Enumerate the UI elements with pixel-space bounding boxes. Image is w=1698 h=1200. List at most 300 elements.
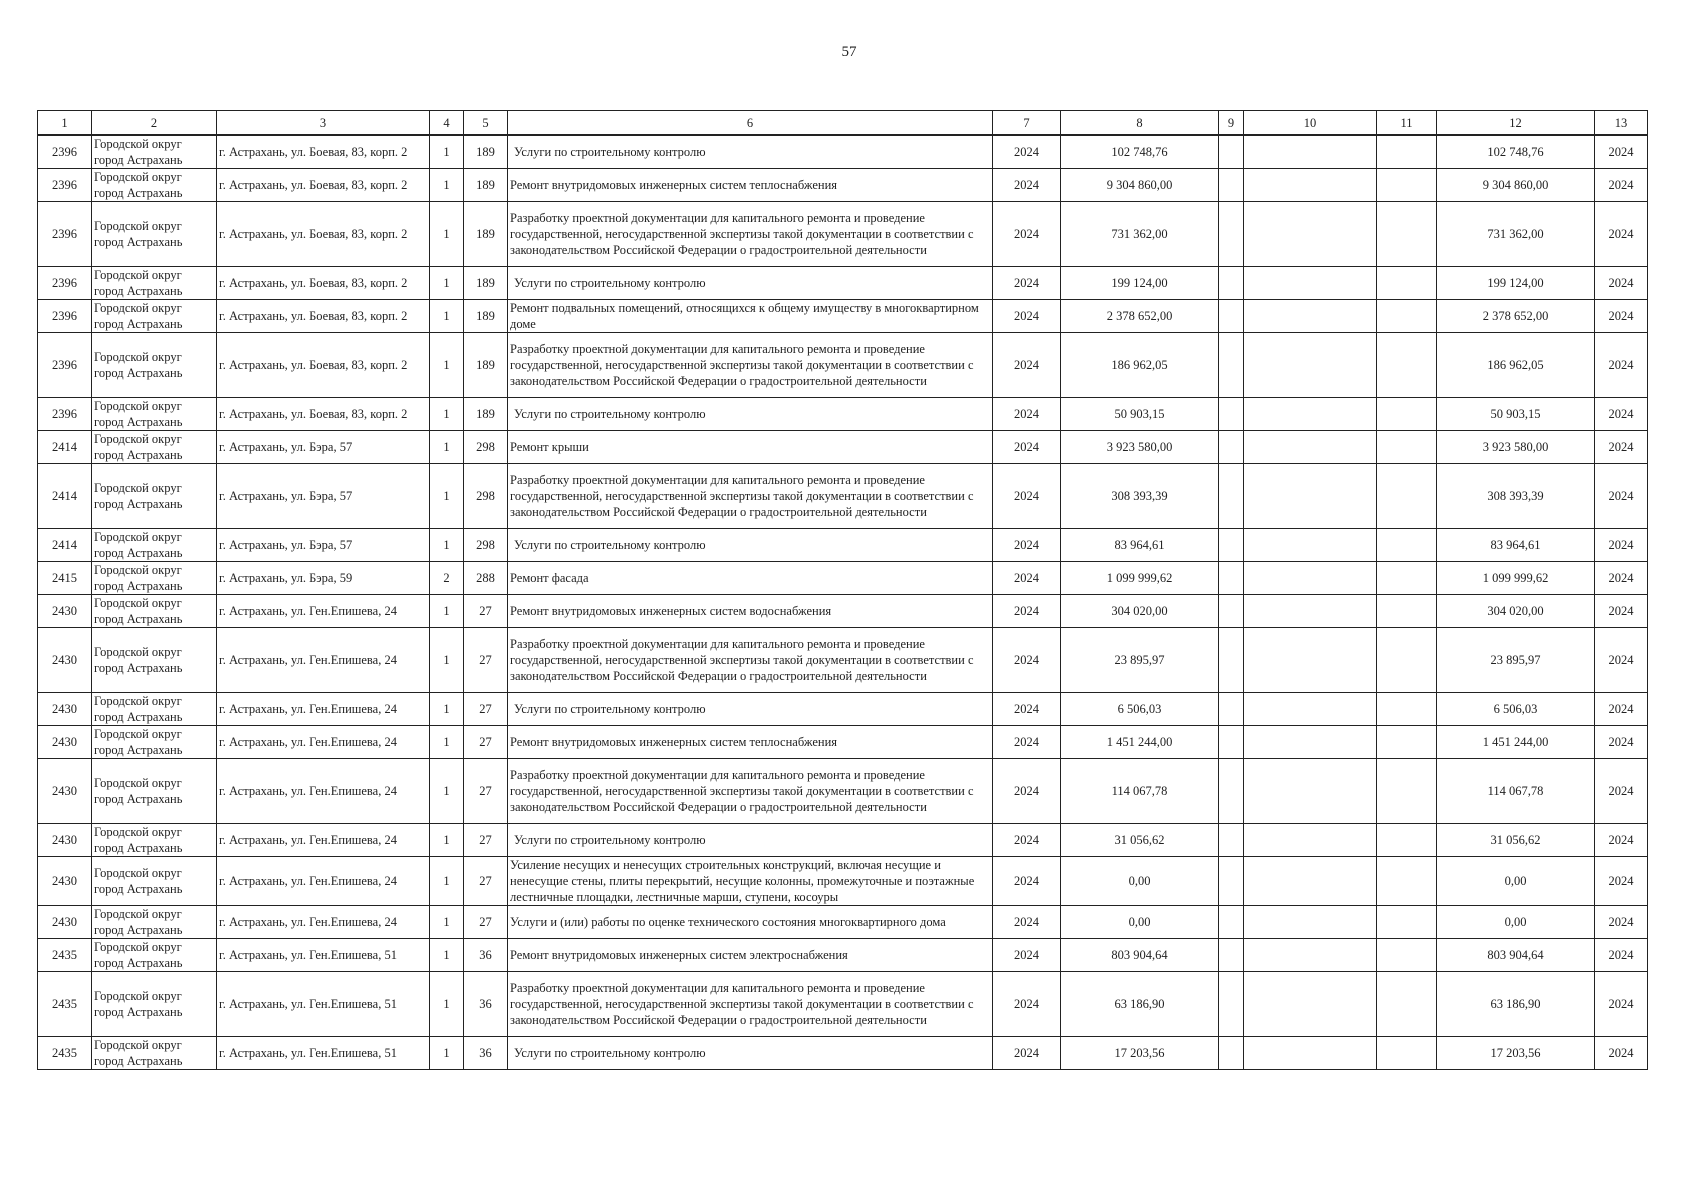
- col4-cell: 1: [430, 267, 464, 300]
- total-cost-cell: 304 020,00: [1061, 595, 1219, 628]
- col12-cost-cell: 2 378 652,00: [1437, 300, 1595, 333]
- col9-cell: [1219, 333, 1244, 398]
- year-cell: 2024: [993, 1037, 1061, 1070]
- table-row: [38, 972, 1648, 1037]
- row-id-cell: 2414: [38, 529, 92, 562]
- address-cell: г. Астрахань, ул. Бэра, 57: [217, 529, 430, 562]
- year-cell: 2024: [993, 824, 1061, 857]
- total-cost-cell: 50 903,15: [1061, 398, 1219, 431]
- total-cost-cell: 1 099 999,62: [1061, 562, 1219, 595]
- works-table: [37, 110, 1648, 1070]
- col11-cell: [1377, 595, 1437, 628]
- col12-cost-cell: 0,00: [1437, 857, 1595, 906]
- total-cost-cell: 1 451 244,00: [1061, 726, 1219, 759]
- address-cell: г. Астрахань, ул. Ген.Епишева, 24: [217, 726, 430, 759]
- col5-cell: 288: [464, 562, 508, 595]
- work-type-cell: Разработку проектной документации для капитального ремонта и проведение государственной, негосударственной экспертизы такой документации в соответствии с законодательством Российской Федерации о градостроительной деятельности: [508, 628, 993, 693]
- col4-cell: 1: [430, 135, 464, 169]
- col12-cost-cell: 731 362,00: [1437, 202, 1595, 267]
- col5-cell: 27: [464, 857, 508, 906]
- col11-cell: [1377, 300, 1437, 333]
- work-type-cell: Ремонт внутридомовых инженерных систем водоснабжения: [508, 595, 993, 628]
- year-cell: 2024: [993, 906, 1061, 939]
- municipality-cell: Городской округ город Астрахань: [92, 169, 217, 202]
- col9-cell: [1219, 857, 1244, 906]
- work-type-cell: Ремонт внутридомовых инженерных систем теплоснабжения: [508, 169, 993, 202]
- column-header: 1: [38, 111, 92, 136]
- col12-cost-cell: 3 923 580,00: [1437, 431, 1595, 464]
- col12-cost-cell: 83 964,61: [1437, 529, 1595, 562]
- col10-cell: [1244, 693, 1377, 726]
- col13-year-cell: 2024: [1595, 595, 1648, 628]
- municipality-cell: Городской округ город Астрахань: [92, 562, 217, 595]
- address-cell: г. Астрахань, ул. Ген.Епишева, 51: [217, 939, 430, 972]
- year-cell: 2024: [993, 595, 1061, 628]
- municipality-cell: Городской округ город Астрахань: [92, 333, 217, 398]
- total-cost-cell: 199 124,00: [1061, 267, 1219, 300]
- col13-year-cell: 2024: [1595, 202, 1648, 267]
- row-id-cell: 2435: [38, 1037, 92, 1070]
- work-type-cell: Услуги по строительному контролю: [508, 1037, 993, 1070]
- col13-year-cell: 2024: [1595, 529, 1648, 562]
- col10-cell: [1244, 824, 1377, 857]
- work-type-cell: Ремонт внутридомовых инженерных систем электроснабжения: [508, 939, 993, 972]
- row-id-cell: 2430: [38, 628, 92, 693]
- col11-cell: [1377, 431, 1437, 464]
- address-cell: г. Астрахань, ул. Ген.Епишева, 24: [217, 693, 430, 726]
- total-cost-cell: 23 895,97: [1061, 628, 1219, 693]
- table-row: [38, 333, 1648, 398]
- col13-year-cell: 2024: [1595, 169, 1648, 202]
- year-cell: 2024: [993, 972, 1061, 1037]
- work-type-cell: Услуги по строительному контролю: [508, 398, 993, 431]
- col9-cell: [1219, 135, 1244, 169]
- year-cell: 2024: [993, 857, 1061, 906]
- column-header: 6: [508, 111, 993, 136]
- total-cost-cell: 17 203,56: [1061, 1037, 1219, 1070]
- year-cell: 2024: [993, 529, 1061, 562]
- col10-cell: [1244, 1037, 1377, 1070]
- address-cell: г. Астрахань, ул. Бэра, 57: [217, 464, 430, 529]
- address-cell: г. Астрахань, ул. Бэра, 59: [217, 562, 430, 595]
- table-row: [38, 562, 1648, 595]
- col4-cell: 1: [430, 726, 464, 759]
- table-row: [38, 595, 1648, 628]
- year-cell: 2024: [993, 202, 1061, 267]
- col13-year-cell: 2024: [1595, 693, 1648, 726]
- col13-year-cell: 2024: [1595, 562, 1648, 595]
- col10-cell: [1244, 628, 1377, 693]
- col5-cell: 189: [464, 267, 508, 300]
- municipality-cell: Городской округ город Астрахань: [92, 759, 217, 824]
- col11-cell: [1377, 169, 1437, 202]
- col10-cell: [1244, 906, 1377, 939]
- col12-cost-cell: 803 904,64: [1437, 939, 1595, 972]
- column-header: 13: [1595, 111, 1648, 136]
- col10-cell: [1244, 169, 1377, 202]
- municipality-cell: Городской округ город Астрахань: [92, 464, 217, 529]
- col4-cell: 1: [430, 628, 464, 693]
- col9-cell: [1219, 431, 1244, 464]
- table-row: [38, 267, 1648, 300]
- work-type-cell: Услуги по строительному контролю: [508, 135, 993, 169]
- col9-cell: [1219, 628, 1244, 693]
- work-type-cell: Ремонт крыши: [508, 431, 993, 464]
- col12-cost-cell: 9 304 860,00: [1437, 169, 1595, 202]
- total-cost-cell: 102 748,76: [1061, 135, 1219, 169]
- address-cell: г. Астрахань, ул. Ген.Епишева, 51: [217, 972, 430, 1037]
- col11-cell: [1377, 202, 1437, 267]
- col12-cost-cell: 308 393,39: [1437, 464, 1595, 529]
- col9-cell: [1219, 824, 1244, 857]
- table-row: [38, 431, 1648, 464]
- column-header: 4: [430, 111, 464, 136]
- col11-cell: [1377, 398, 1437, 431]
- col5-cell: 27: [464, 693, 508, 726]
- col10-cell: [1244, 431, 1377, 464]
- col11-cell: [1377, 628, 1437, 693]
- address-cell: г. Астрахань, ул. Ген.Епишева, 24: [217, 595, 430, 628]
- col9-cell: [1219, 759, 1244, 824]
- work-type-cell: Услуги по строительному контролю: [508, 824, 993, 857]
- address-cell: г. Астрахань, ул. Ген.Епишева, 24: [217, 759, 430, 824]
- col11-cell: [1377, 906, 1437, 939]
- col10-cell: [1244, 857, 1377, 906]
- row-id-cell: 2396: [38, 300, 92, 333]
- year-cell: 2024: [993, 398, 1061, 431]
- year-cell: 2024: [993, 562, 1061, 595]
- col11-cell: [1377, 464, 1437, 529]
- col13-year-cell: 2024: [1595, 300, 1648, 333]
- col5-cell: 189: [464, 333, 508, 398]
- row-id-cell: 2435: [38, 939, 92, 972]
- col12-cost-cell: 304 020,00: [1437, 595, 1595, 628]
- column-header: 10: [1244, 111, 1377, 136]
- col9-cell: [1219, 202, 1244, 267]
- total-cost-cell: 308 393,39: [1061, 464, 1219, 529]
- row-id-cell: 2430: [38, 693, 92, 726]
- work-type-cell: Услуги по строительному контролю: [508, 529, 993, 562]
- row-id-cell: 2430: [38, 726, 92, 759]
- column-header: 7: [993, 111, 1061, 136]
- municipality-cell: Городской округ город Астрахань: [92, 906, 217, 939]
- col4-cell: 1: [430, 857, 464, 906]
- work-type-cell: Разработку проектной документации для капитального ремонта и проведение государственной, негосударственной экспертизы такой документации в соответствии с законодательством Российской Федерации о градостроительной деятельности: [508, 464, 993, 529]
- col10-cell: [1244, 267, 1377, 300]
- col4-cell: 1: [430, 939, 464, 972]
- col12-cost-cell: 102 748,76: [1437, 135, 1595, 169]
- total-cost-cell: 83 964,61: [1061, 529, 1219, 562]
- col13-year-cell: 2024: [1595, 464, 1648, 529]
- work-type-cell: Разработку проектной документации для капитального ремонта и проведение государственной, негосударственной экспертизы такой документации в соответствии с законодательством Российской Федерации о градостроительной деятельности: [508, 333, 993, 398]
- total-cost-cell: 0,00: [1061, 857, 1219, 906]
- col13-year-cell: 2024: [1595, 759, 1648, 824]
- address-cell: г. Астрахань, ул. Боевая, 83, корп. 2: [217, 300, 430, 333]
- col9-cell: [1219, 562, 1244, 595]
- row-id-cell: 2396: [38, 202, 92, 267]
- address-cell: г. Астрахань, ул. Ген.Епишева, 24: [217, 628, 430, 693]
- municipality-cell: Городской округ город Астрахань: [92, 628, 217, 693]
- municipality-cell: Городской округ город Астрахань: [92, 857, 217, 906]
- total-cost-cell: 114 067,78: [1061, 759, 1219, 824]
- work-type-cell: Усиление несущих и ненесущих строительных конструкций, включая несущие и ненесущие стены, плиты перекрытий, несущие колонны, промежуточные и поэтажные лестничные площадки, лестничные марши, ступени, косоуры: [508, 857, 993, 906]
- municipality-cell: Городской округ город Астрахань: [92, 300, 217, 333]
- total-cost-cell: 9 304 860,00: [1061, 169, 1219, 202]
- table-row: [38, 726, 1648, 759]
- year-cell: 2024: [993, 628, 1061, 693]
- col11-cell: [1377, 333, 1437, 398]
- col4-cell: 1: [430, 169, 464, 202]
- col5-cell: 298: [464, 529, 508, 562]
- row-id-cell: 2430: [38, 906, 92, 939]
- col4-cell: 1: [430, 906, 464, 939]
- col4-cell: 1: [430, 333, 464, 398]
- col5-cell: 298: [464, 464, 508, 529]
- total-cost-cell: 803 904,64: [1061, 939, 1219, 972]
- col13-year-cell: 2024: [1595, 1037, 1648, 1070]
- year-cell: 2024: [993, 693, 1061, 726]
- total-cost-cell: 0,00: [1061, 906, 1219, 939]
- municipality-cell: Городской округ город Астрахань: [92, 824, 217, 857]
- col10-cell: [1244, 135, 1377, 169]
- col4-cell: 2: [430, 562, 464, 595]
- address-cell: г. Астрахань, ул. Ген.Епишева, 24: [217, 857, 430, 906]
- page-number: 57: [841, 44, 857, 60]
- col4-cell: 1: [430, 824, 464, 857]
- row-id-cell: 2430: [38, 857, 92, 906]
- address-cell: г. Астрахань, ул. Бэра, 57: [217, 431, 430, 464]
- col5-cell: 27: [464, 759, 508, 824]
- col11-cell: [1377, 939, 1437, 972]
- table-row: [38, 202, 1648, 267]
- year-cell: 2024: [993, 726, 1061, 759]
- col5-cell: 36: [464, 1037, 508, 1070]
- col9-cell: [1219, 906, 1244, 939]
- table-row: [38, 906, 1648, 939]
- row-id-cell: 2415: [38, 562, 92, 595]
- col11-cell: [1377, 267, 1437, 300]
- address-cell: г. Астрахань, ул. Боевая, 83, корп. 2: [217, 169, 430, 202]
- col4-cell: 1: [430, 972, 464, 1037]
- row-id-cell: 2414: [38, 464, 92, 529]
- table-row: [38, 693, 1648, 726]
- col12-cost-cell: 23 895,97: [1437, 628, 1595, 693]
- total-cost-cell: 3 923 580,00: [1061, 431, 1219, 464]
- col5-cell: 27: [464, 628, 508, 693]
- col4-cell: 1: [430, 529, 464, 562]
- col5-cell: 189: [464, 169, 508, 202]
- col13-year-cell: 2024: [1595, 267, 1648, 300]
- col13-year-cell: 2024: [1595, 939, 1648, 972]
- total-cost-cell: 2 378 652,00: [1061, 300, 1219, 333]
- work-type-cell: Услуги и (или) работы по оценке технического состояния многоквартирного дома: [508, 906, 993, 939]
- col10-cell: [1244, 595, 1377, 628]
- col9-cell: [1219, 939, 1244, 972]
- row-id-cell: 2430: [38, 824, 92, 857]
- col4-cell: 1: [430, 431, 464, 464]
- col5-cell: 27: [464, 824, 508, 857]
- municipality-cell: Городской округ город Астрахань: [92, 1037, 217, 1070]
- work-type-cell: Разработку проектной документации для капитального ремонта и проведение государственной, негосударственной экспертизы такой документации в соответствии с законодательством Российской Федерации о градостроительной деятельности: [508, 202, 993, 267]
- col11-cell: [1377, 135, 1437, 169]
- municipality-cell: Городской округ город Астрахань: [92, 693, 217, 726]
- col5-cell: 27: [464, 595, 508, 628]
- col11-cell: [1377, 857, 1437, 906]
- col9-cell: [1219, 267, 1244, 300]
- col4-cell: 1: [430, 202, 464, 267]
- table-row: [38, 759, 1648, 824]
- col4-cell: 1: [430, 300, 464, 333]
- col12-cost-cell: 1 099 999,62: [1437, 562, 1595, 595]
- work-type-cell: Разработку проектной документации для капитального ремонта и проведение государственной, негосударственной экспертизы такой документации в соответствии с законодательством Российской Федерации о градостроительной деятельности: [508, 972, 993, 1037]
- table-row: [38, 398, 1648, 431]
- year-cell: 2024: [993, 267, 1061, 300]
- col13-year-cell: 2024: [1595, 906, 1648, 939]
- col10-cell: [1244, 939, 1377, 972]
- col13-year-cell: 2024: [1595, 726, 1648, 759]
- row-id-cell: 2430: [38, 759, 92, 824]
- column-header: 2: [92, 111, 217, 136]
- address-cell: г. Астрахань, ул. Боевая, 83, корп. 2: [217, 202, 430, 267]
- column-header: 11: [1377, 111, 1437, 136]
- col5-cell: 27: [464, 906, 508, 939]
- municipality-cell: Городской округ город Астрахань: [92, 267, 217, 300]
- row-id-cell: 2396: [38, 135, 92, 169]
- col5-cell: 189: [464, 398, 508, 431]
- total-cost-cell: 186 962,05: [1061, 333, 1219, 398]
- col9-cell: [1219, 300, 1244, 333]
- address-cell: г. Астрахань, ул. Ген.Епишева, 51: [217, 1037, 430, 1070]
- col12-cost-cell: 17 203,56: [1437, 1037, 1595, 1070]
- col5-cell: 36: [464, 972, 508, 1037]
- col12-cost-cell: 114 067,78: [1437, 759, 1595, 824]
- col9-cell: [1219, 398, 1244, 431]
- col4-cell: 1: [430, 464, 464, 529]
- year-cell: 2024: [993, 135, 1061, 169]
- work-type-cell: Разработку проектной документации для капитального ремонта и проведение государственной, негосударственной экспертизы такой документации в соответствии с законодательством Российской Федерации о градостроительной деятельности: [508, 759, 993, 824]
- municipality-cell: Городской округ город Астрахань: [92, 939, 217, 972]
- address-cell: г. Астрахань, ул. Боевая, 83, корп. 2: [217, 267, 430, 300]
- col13-year-cell: 2024: [1595, 333, 1648, 398]
- address-cell: г. Астрахань, ул. Боевая, 83, корп. 2: [217, 135, 430, 169]
- col13-year-cell: 2024: [1595, 398, 1648, 431]
- col9-cell: [1219, 529, 1244, 562]
- total-cost-cell: 6 506,03: [1061, 693, 1219, 726]
- col4-cell: 1: [430, 595, 464, 628]
- col5-cell: 189: [464, 135, 508, 169]
- col10-cell: [1244, 398, 1377, 431]
- col11-cell: [1377, 824, 1437, 857]
- col11-cell: [1377, 972, 1437, 1037]
- table-row: [38, 1037, 1648, 1070]
- row-id-cell: 2414: [38, 431, 92, 464]
- col5-cell: 298: [464, 431, 508, 464]
- table-row: [38, 824, 1648, 857]
- col10-cell: [1244, 333, 1377, 398]
- table-body: [38, 135, 1648, 1070]
- col10-cell: [1244, 300, 1377, 333]
- total-cost-cell: 31 056,62: [1061, 824, 1219, 857]
- col11-cell: [1377, 693, 1437, 726]
- table-row: [38, 529, 1648, 562]
- col9-cell: [1219, 464, 1244, 529]
- col4-cell: 1: [430, 1037, 464, 1070]
- address-cell: г. Астрахань, ул. Боевая, 83, корп. 2: [217, 333, 430, 398]
- header-row: [38, 111, 1648, 136]
- col11-cell: [1377, 726, 1437, 759]
- row-id-cell: 2396: [38, 398, 92, 431]
- col13-year-cell: 2024: [1595, 135, 1648, 169]
- col9-cell: [1219, 169, 1244, 202]
- col10-cell: [1244, 562, 1377, 595]
- col12-cost-cell: 31 056,62: [1437, 824, 1595, 857]
- work-type-cell: Услуги по строительному контролю: [508, 693, 993, 726]
- table-row: [38, 300, 1648, 333]
- col13-year-cell: 2024: [1595, 628, 1648, 693]
- col10-cell: [1244, 972, 1377, 1037]
- col11-cell: [1377, 529, 1437, 562]
- col9-cell: [1219, 726, 1244, 759]
- year-cell: 2024: [993, 431, 1061, 464]
- address-cell: г. Астрахань, ул. Ген.Епишева, 24: [217, 906, 430, 939]
- col11-cell: [1377, 562, 1437, 595]
- col12-cost-cell: 63 186,90: [1437, 972, 1595, 1037]
- col13-year-cell: 2024: [1595, 824, 1648, 857]
- address-cell: г. Астрахань, ул. Боевая, 83, корп. 2: [217, 398, 430, 431]
- municipality-cell: Городской округ город Астрахань: [92, 135, 217, 169]
- col4-cell: 1: [430, 693, 464, 726]
- col12-cost-cell: 1 451 244,00: [1437, 726, 1595, 759]
- year-cell: 2024: [993, 759, 1061, 824]
- row-id-cell: 2396: [38, 333, 92, 398]
- table-row: [38, 857, 1648, 906]
- year-cell: 2024: [993, 300, 1061, 333]
- table-row: [38, 939, 1648, 972]
- col4-cell: 1: [430, 398, 464, 431]
- work-type-cell: Услуги по строительному контролю: [508, 267, 993, 300]
- table-row: [38, 464, 1648, 529]
- year-cell: 2024: [993, 169, 1061, 202]
- col10-cell: [1244, 529, 1377, 562]
- col12-cost-cell: 6 506,03: [1437, 693, 1595, 726]
- row-id-cell: 2396: [38, 267, 92, 300]
- column-header: 8: [1061, 111, 1219, 136]
- col11-cell: [1377, 1037, 1437, 1070]
- col12-cost-cell: 50 903,15: [1437, 398, 1595, 431]
- municipality-cell: Городской округ город Астрахань: [92, 202, 217, 267]
- year-cell: 2024: [993, 939, 1061, 972]
- col13-year-cell: 2024: [1595, 972, 1648, 1037]
- col12-cost-cell: 0,00: [1437, 906, 1595, 939]
- municipality-cell: Городской округ город Астрахань: [92, 595, 217, 628]
- col9-cell: [1219, 693, 1244, 726]
- work-type-cell: Ремонт подвальных помещений, относящихся к общему имуществу в многоквартирном доме: [508, 300, 993, 333]
- col5-cell: 36: [464, 939, 508, 972]
- col5-cell: 189: [464, 300, 508, 333]
- col5-cell: 27: [464, 726, 508, 759]
- total-cost-cell: 63 186,90: [1061, 972, 1219, 1037]
- column-header: 3: [217, 111, 430, 136]
- address-cell: г. Астрахань, ул. Ген.Епишева, 24: [217, 824, 430, 857]
- row-id-cell: 2430: [38, 595, 92, 628]
- col9-cell: [1219, 972, 1244, 1037]
- col10-cell: [1244, 464, 1377, 529]
- municipality-cell: Городской округ город Астрахань: [92, 529, 217, 562]
- table-row: [38, 135, 1648, 169]
- row-id-cell: 2435: [38, 972, 92, 1037]
- col13-year-cell: 2024: [1595, 431, 1648, 464]
- col10-cell: [1244, 202, 1377, 267]
